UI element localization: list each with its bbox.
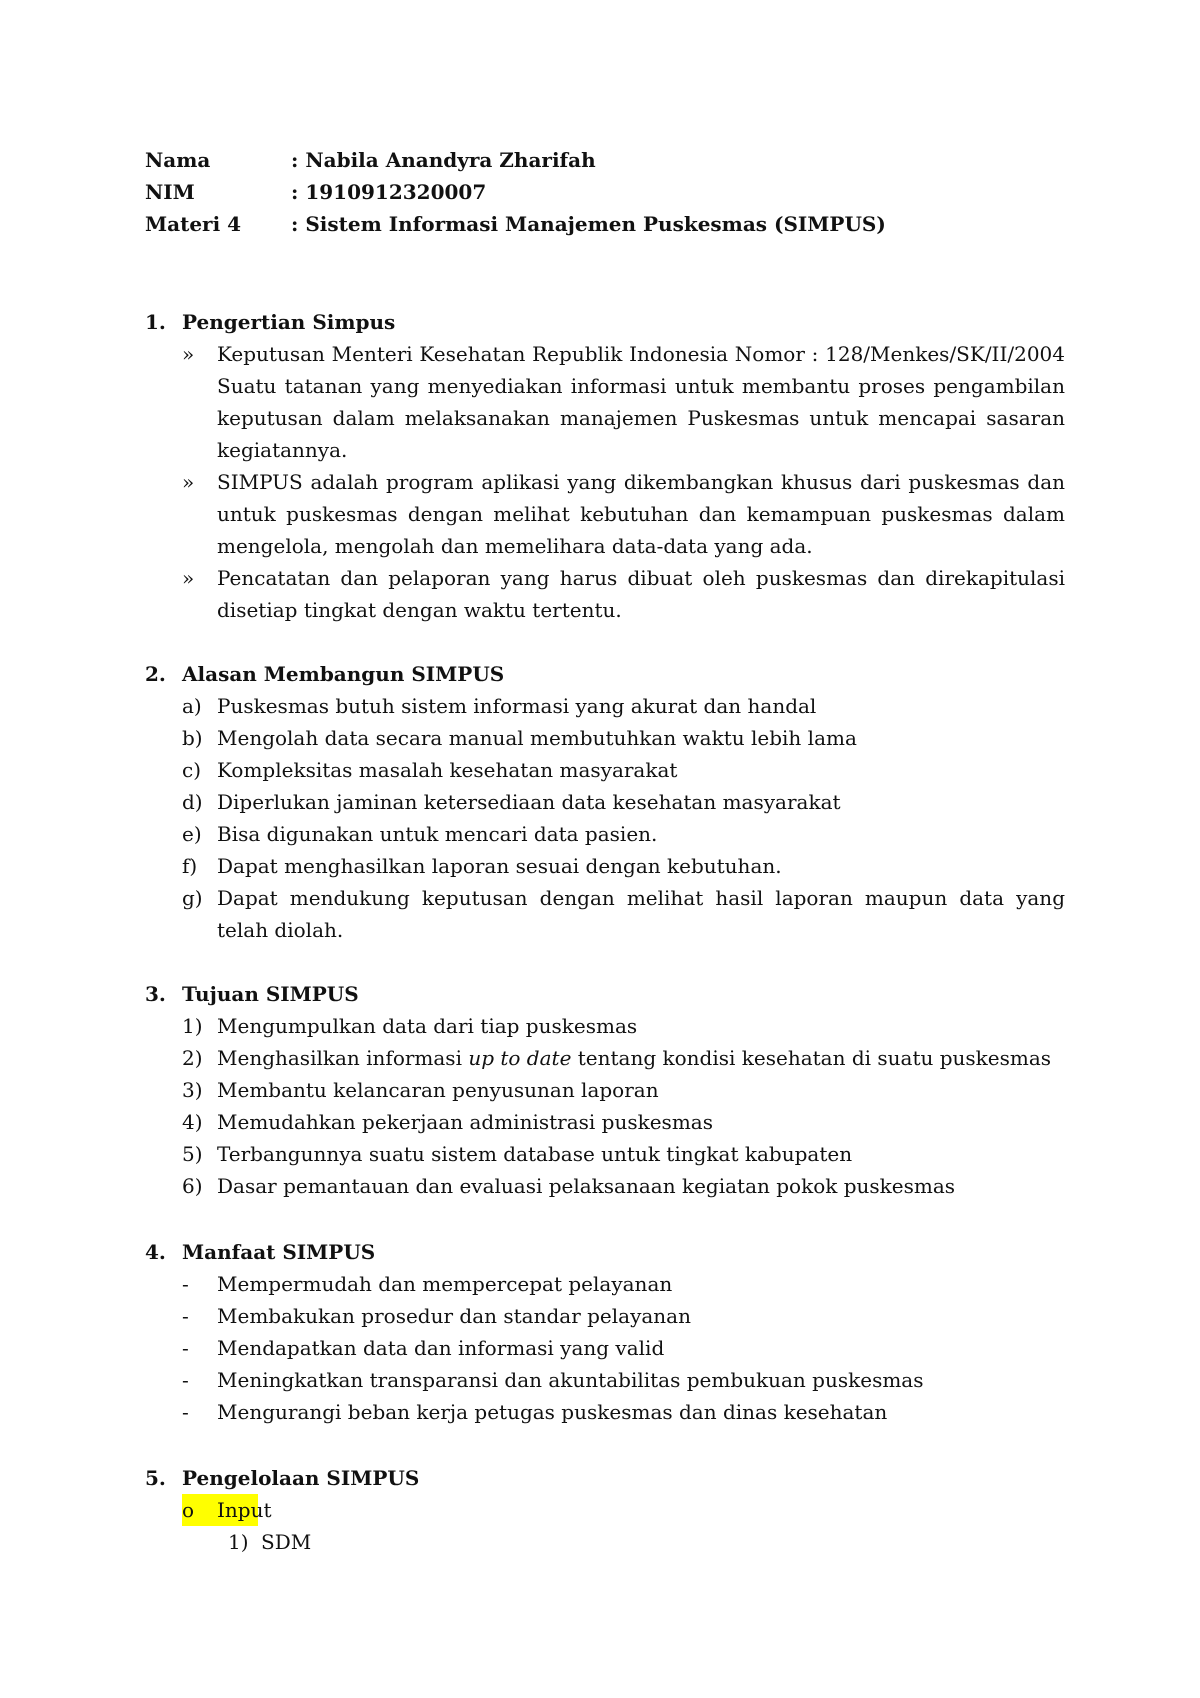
list-item: » Pencatatan dan pelaporan yang harus dibuat oleh puskesmas dan direkapitulasi disetiap tingkat dengan waktu tertentu.	[145, 562, 1065, 626]
list-item: » Keputusan Menteri Kesehatan Republik Indonesia Nomor : 128/Menkes/SK/II/2004 Suatu tatanan yang menyediakan informasi untuk membantu proses pengambilan keputusan dalam melaksanakan manajemen Puskesmas untuk mencapai sasaran kegiatannya.	[145, 338, 1065, 466]
header-row-name: Nama : Nabila Anandyra Zharifah	[145, 148, 596, 172]
section-alasan	[145, 658, 1065, 946]
list-item: - Mendapatkan data dan informasi yang valid	[182, 1336, 665, 1360]
section-title: 4. Manfaat SIMPUS	[145, 1240, 376, 1264]
list-item: - Meningkatkan transparansi dan akuntabilitas pembukuan puskesmas	[182, 1368, 924, 1392]
section-title: 1. Pengertian Simpus	[145, 310, 396, 334]
list-item: c) Kompleksitas masalah kesehatan masyarakat	[182, 758, 678, 782]
section-tujuan	[145, 978, 1065, 1202]
bullet-marker: »	[182, 342, 195, 366]
list-item: - Mengurangi beban kerja petugas puskesmas dan dinas kesehatan	[182, 1400, 888, 1424]
list-item: a) Puskesmas butuh sistem informasi yang akurat dan handal	[182, 694, 817, 718]
list-item: 2) Menghasilkan informasi up to date tentang kondisi kesehatan di suatu puskesmas	[182, 1046, 1052, 1070]
list-item: - Mempermudah dan mempercepat pelayanan	[182, 1272, 673, 1296]
section-manfaat	[145, 1236, 1065, 1428]
identity-header	[145, 144, 886, 240]
emphasis-text: up to date	[468, 1046, 572, 1070]
list-item: o Input	[145, 1494, 1065, 1526]
list-item: d) Diperlukan jaminan ketersediaan data kesehatan masyarakat	[182, 790, 841, 814]
list-item: 5) Terbangunnya suatu sistem database untuk tingkat kabupaten	[182, 1142, 853, 1166]
bullet-marker: »	[182, 470, 195, 494]
list-item: 1) Mengumpulkan data dari tiap puskesmas	[182, 1014, 638, 1038]
list-item: e) Bisa digunakan untuk mencari data pasien.	[182, 822, 658, 846]
section-title: 3. Tujuan SIMPUS	[145, 982, 359, 1006]
section-pengertian	[145, 306, 1065, 626]
bullet-marker: »	[182, 566, 195, 590]
list-item: 3) Membantu kelancaran penyusunan laporan	[182, 1078, 659, 1102]
header-row-materi: Materi 4 : Sistem Informasi Manajemen Puskesmas (SIMPUS)	[145, 212, 886, 236]
header-row-nim: NIM : 1910912320007	[145, 180, 487, 204]
list-item: g) Dapat mendukung keputusan dengan melihat hasil laporan maupun data yang telah diolah.	[182, 886, 1065, 942]
list-item: b) Mengolah data secara manual membutuhkan waktu lebih lama	[182, 726, 857, 750]
list-item: » SIMPUS adalah program aplikasi yang dikembangkan khusus dari puskesmas dan untuk puskesmas dengan melihat kebutuhan dan kemampuan puskesmas dalam mengelola, mengolah dan memelihara data-data yang ada.	[145, 466, 1065, 562]
section-pengelolaan	[145, 1462, 1065, 1558]
list-item: 6) Dasar pemantauan dan evaluasi pelaksanaan kegiatan pokok puskesmas	[182, 1174, 956, 1198]
section-title: 2. Alasan Membangun SIMPUS	[145, 662, 505, 686]
list-item: 4) Memudahkan pekerjaan administrasi puskesmas	[182, 1110, 713, 1134]
section-title: 5. Pengelolaan SIMPUS	[145, 1466, 420, 1490]
list-item: - Membakukan prosedur dan standar pelayanan	[182, 1304, 691, 1328]
list-item: f) Dapat menghasilkan laporan sesuai dengan kebutuhan.	[182, 854, 782, 878]
sub-list-item: 1) SDM	[228, 1530, 312, 1554]
